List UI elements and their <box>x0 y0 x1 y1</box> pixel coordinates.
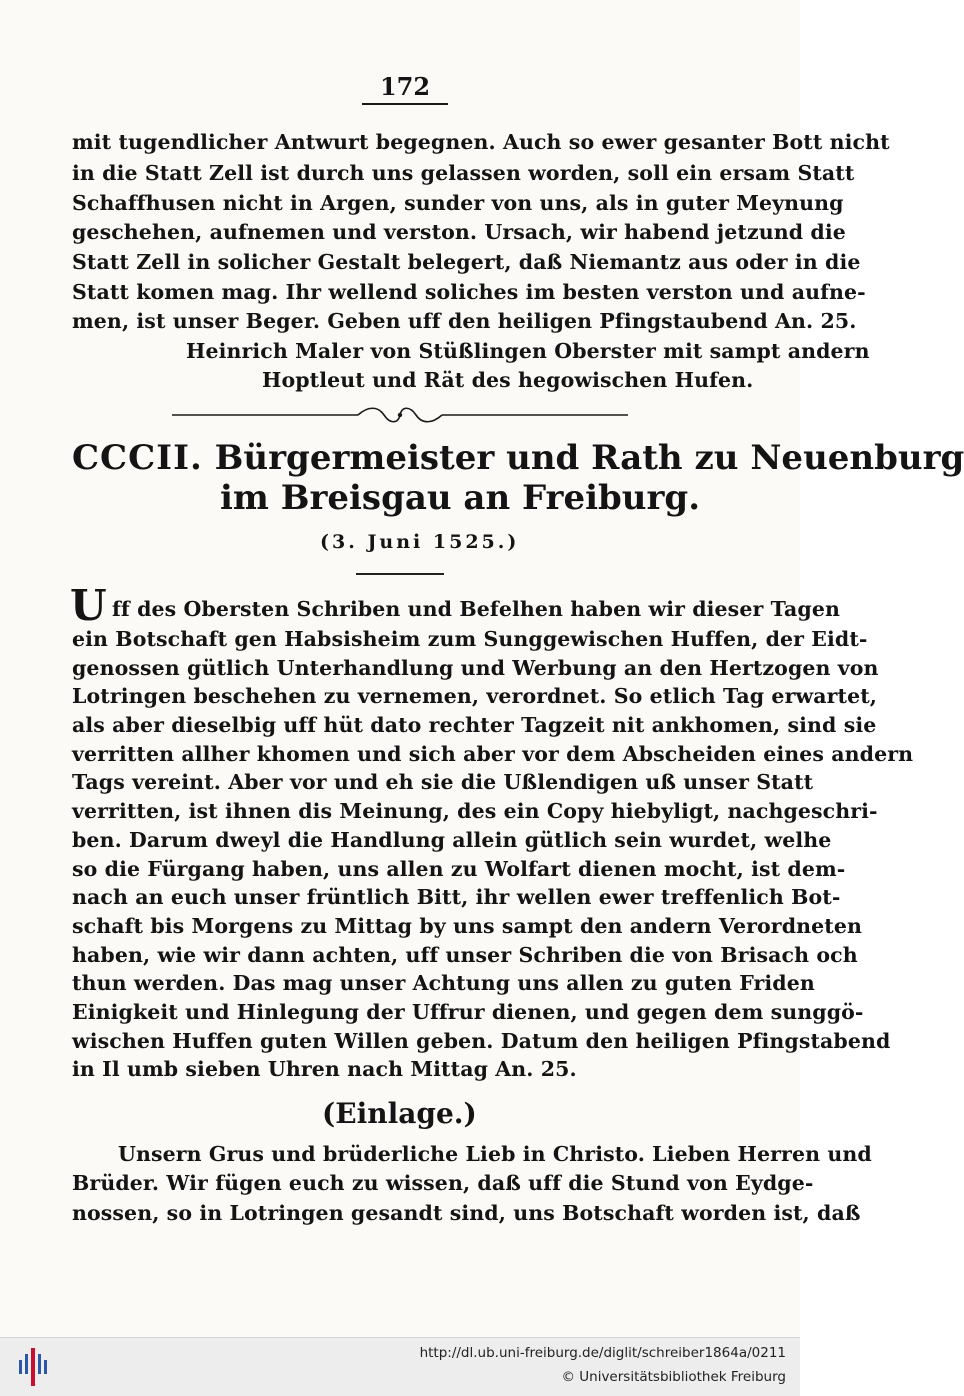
document-title-line-1: Bürgermeister und Rath zu Neuenburg <box>214 438 964 478</box>
text-line: verritten, ist ihnen dis Meinung, des ein Copy hiebyligt, nachgeschri- <box>72 799 878 823</box>
document-date: (3. Juni 1525.) <box>320 531 520 553</box>
page-number: 172 <box>362 72 448 105</box>
text-line: haben, wie wir dann achten, uff unser Schriben die von Brisach och <box>72 943 858 967</box>
drop-capital: U <box>70 581 107 630</box>
ub-freiburg-logo-icon[interactable] <box>18 1346 48 1388</box>
text-line: als aber dieselbig uff hüt dato rechter Tagzeit nit ankhomen, sind sie <box>72 713 877 737</box>
text-line: in Il umb sieben Uhren nach Mittag An. 25. <box>72 1057 577 1081</box>
text-line: ein Botschaft gen Habsisheim zum Sunggewischen Huffen, der Eidt- <box>72 627 868 651</box>
copyright-notice: © Universitätsbibliothek Freiburg <box>561 1369 786 1385</box>
text-line: Unsern Grus und brüderliche Lieb in Christo. Lieben Herren und <box>118 1142 872 1166</box>
text-line: wischen Huffen guten Willen geben. Datum den heiligen Pfingstabend <box>72 1029 891 1053</box>
signature-line: Hoptleut und Rät des hegowischen Hufen. <box>262 368 754 392</box>
text-line: geschehen, aufnemen und verston. Ursach, wir habend jetzund die <box>72 220 846 244</box>
text-line: thun werden. Das mag unser Achtung uns allen zu guten Friden <box>72 971 815 995</box>
ornamental-divider-icon <box>172 400 628 430</box>
text-line: Lotringen beschehen zu vernemen, verordnet. So etlich Tag erwartet, <box>72 684 878 708</box>
text-line: genossen gütlich Unterhandlung und Werbung an den Hertzogen von <box>72 656 879 680</box>
text-line: men, ist unser Beger. Geben uff den heiligen Pfingstaubend An. 25. <box>72 309 857 333</box>
signature-line: Heinrich Maler von Stüßlingen Oberster mit sampt andern <box>186 339 870 363</box>
text-line: ben. Darum dweyl die Handlung allein gütlich sein wurdet, welhe <box>72 828 832 852</box>
text-line: so die Fürgang haben, uns allen zu Wolfart dienen mocht, ist dem- <box>72 857 846 881</box>
text-line: Statt Zell in solicher Gestalt belegert, daß Niemantz aus oder in die <box>72 250 861 274</box>
text-line: nossen, so in Lotringen gesandt sind, uns Botschaft worden ist, daß <box>72 1201 861 1225</box>
permalink-url[interactable]: http://dl.ub.uni-freiburg.de/diglit/schreiber1864a/0211 <box>419 1345 786 1361</box>
text-line: ff des Obersten Schriben und Befelhen haben wir dieser Tagen <box>112 597 840 621</box>
text-line: mit tugendlicher Antwurt begegnen. Auch so ewer gesanter Bott nicht <box>72 130 890 154</box>
document-heading <box>72 438 964 478</box>
text-line: verritten allher khomen und sich aber vor dem Abscheiden eines andern <box>72 742 914 766</box>
text-line: Statt komen mag. Ihr wellend soliches im besten verston und aufne- <box>72 280 866 304</box>
document-number: CCCII. <box>72 438 203 478</box>
text-line: Einigkeit und Hinlegung der Uffrur dienen, und gegen dem sunggö- <box>72 1000 864 1024</box>
text-line: in die Statt Zell ist durch uns gelassen worden, soll ein ersam Statt <box>72 161 855 185</box>
text-line: Tags vereint. Aber vor und eh sie die Ußlendigen uß unser Statt <box>72 770 814 794</box>
text-line: Schaffhusen nicht in Argen, sunder von uns, als in guter Meynung <box>72 191 844 215</box>
document-title-line-2: im Breisgau an Freiburg. <box>220 478 701 518</box>
enclosure-heading: (Einlage.) <box>322 1097 477 1130</box>
viewer-footer <box>0 1337 800 1396</box>
text-line: schaft bis Morgens zu Mittag by uns sampt den andern Verordneten <box>72 914 863 938</box>
text-line: nach an euch unser früntlich Bitt, ihr wellen ewer treffenlich Bot- <box>72 885 841 909</box>
divider-rule <box>356 573 444 575</box>
text-line: Brüder. Wir fügen euch zu wissen, daß uff die Stund von Eydge- <box>72 1171 814 1195</box>
